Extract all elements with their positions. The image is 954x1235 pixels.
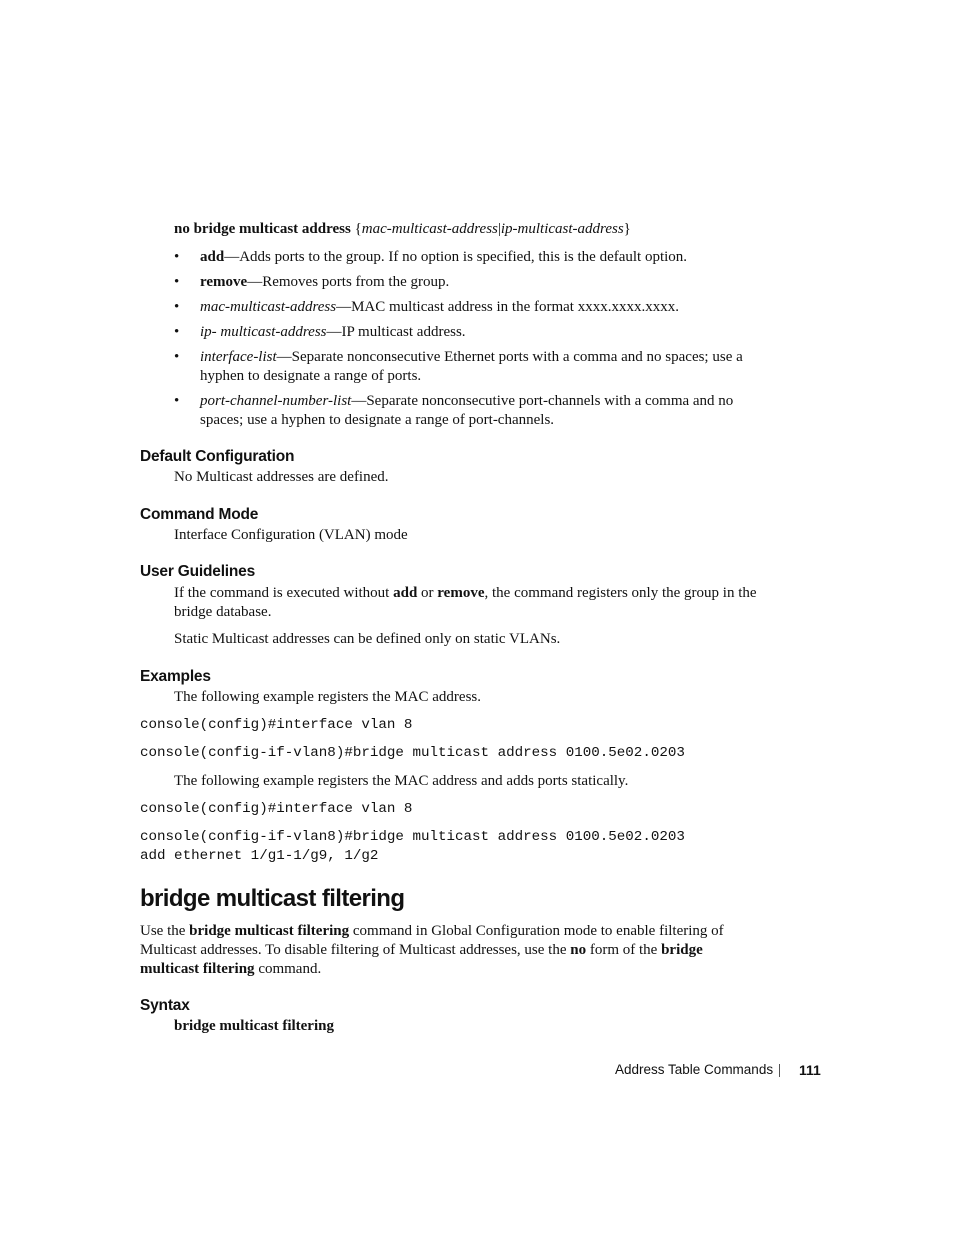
syntax-arg-mac: mac-multicast-address xyxy=(361,221,498,237)
syntax-arg-ip: ip-multicast-address xyxy=(500,221,624,237)
code-line: console(config)#interface vlan 8 xyxy=(140,801,413,817)
footer-chapter: Address Table Commands xyxy=(615,1062,774,1077)
code-line: console(config)#interface vlan 8 xyxy=(140,717,413,733)
section-description: Use the bridge multicast filtering command in Global Configuration mode to enable filtering of Multicast addresses. To disable filtering of Multicast addresses, use the no form of the bridge multicast filtering command. xyxy=(140,923,724,977)
param-name: add xyxy=(200,249,225,265)
user-guidelines-p2: Static Multicast addresses can be defined only on static VLANs. xyxy=(174,631,561,647)
syntax-line: no bridge multicast address {mac-multicast-address|ip-multicast-address} xyxy=(174,221,631,237)
param-name: mac-multicast-address xyxy=(200,299,337,315)
page-number: 111 xyxy=(799,1062,821,1078)
default-config-text: No Multicast addresses are defined. xyxy=(174,469,389,485)
param-name: port-channel-number-list xyxy=(200,393,352,409)
code-line: console(config-if-vlan8)#bridge multicast address 0100.5e02.0203 xyxy=(140,829,685,845)
syntax-command: no bridge multicast address xyxy=(174,221,351,237)
footer-separator xyxy=(779,1064,780,1077)
default-config-heading: Default Configuration xyxy=(140,448,295,465)
syntax-heading: Syntax xyxy=(140,997,190,1014)
user-guidelines-p1: If the command is executed without add or remove, the command registers only the group in the bridge database. xyxy=(174,585,757,620)
syntax-text: bridge multicast filtering xyxy=(174,1018,334,1034)
examples-heading: Examples xyxy=(140,668,211,685)
command-mode-heading: Command Mode xyxy=(140,506,259,523)
user-guidelines-heading: User Guidelines xyxy=(140,563,256,580)
code-line: add ethernet 1/g1-1/g9, 1/g2 xyxy=(140,848,379,864)
param-name: interface-list xyxy=(200,349,277,365)
code-line: console(config-if-vlan8)#bridge multicast address 0100.5e02.0203 xyxy=(140,745,685,761)
section-title: bridge multicast filtering xyxy=(140,885,405,912)
command-mode-text: Interface Configuration (VLAN) mode xyxy=(174,527,408,543)
param-name: ip- multicast-address xyxy=(200,324,327,340)
examples-intro-1: The following example registers the MAC address. xyxy=(174,689,482,705)
examples-intro-2: The following example registers the MAC address and adds ports statically. xyxy=(174,773,629,789)
param-name: remove xyxy=(200,274,248,290)
